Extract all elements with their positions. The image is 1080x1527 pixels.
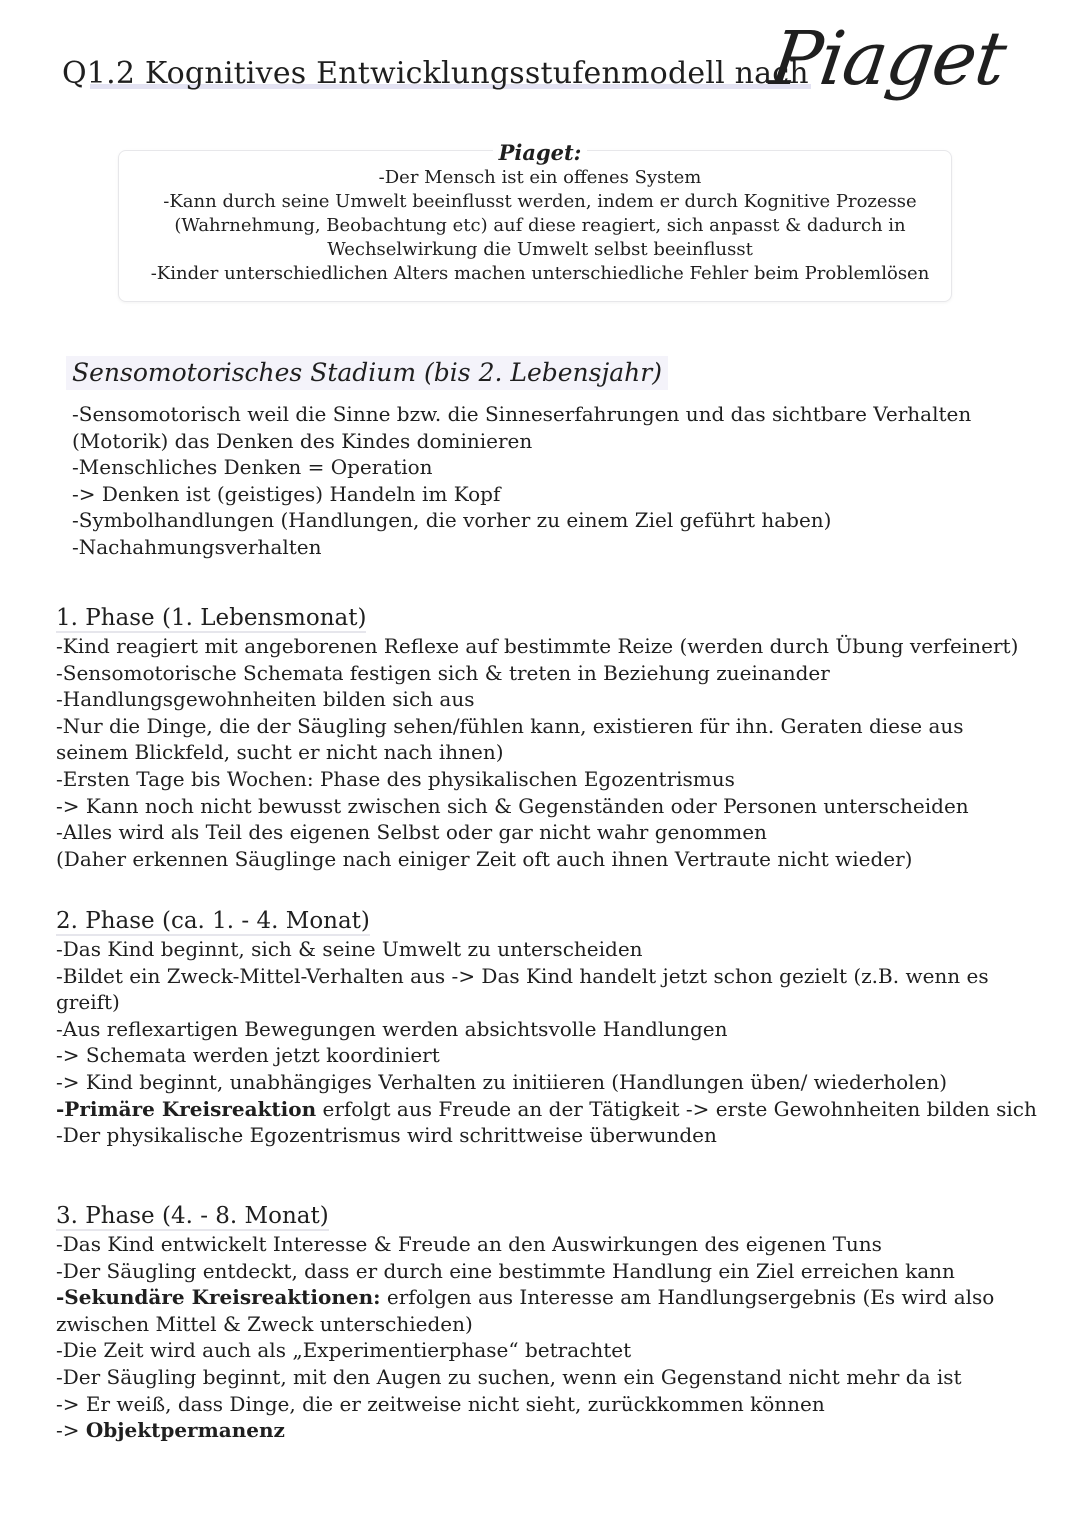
text-line: -Sensomotorisch weil die Sinne bzw. die Sinneserfahrungen und das sichtbare Verhalten (72, 402, 972, 426)
text-line: -> Denken ist (geistiges) Handeln im Kopf (72, 481, 501, 506)
phase-1-title: 1. Phase (1. Lebensmonat) (56, 605, 367, 631)
text-line-bold: -Sekundäre Kreisreaktionen: erfolgen aus Interesse am Handlungsergebnis (Es wird also (56, 1285, 995, 1310)
text-line: -Das Kind entwickelt Interesse & Freude an den Auswirkungen des eigenen Tuns (56, 1232, 882, 1256)
bold-term: -Sekundäre Kreisreaktionen: (56, 1285, 381, 1310)
phase-3-body (56, 1231, 994, 1444)
text-line: -> Kann noch nicht bewusst zwischen sich & Gegenständen oder Personen unterscheiden (56, 793, 969, 818)
info-box-line: Wechselwirkung die Umwelt selbst beeinflusst (327, 239, 753, 260)
text-line-bold: -> Objektpermanenz (56, 1418, 285, 1443)
text-line: -Handlungsgewohnheiten bilden sich aus (56, 687, 475, 712)
text-line: -Bildet ein Zweck-Mittel-Verhalten aus -> Das Kind handelt jetzt schon gezielt (z.B. wenn es (56, 963, 989, 988)
text-line: -Sensomotorische Schemata festigen sich & treten in Beziehung zueinander (56, 660, 830, 685)
text-line: -Nur die Dinge, die der Säugling sehen/fühlen kann, existieren für ihn. Geraten diese aus (56, 713, 964, 738)
text-line: -Der Säugling beginnt, mit den Augen zu suchen, wenn ein Gegenstand nicht mehr da ist (56, 1364, 962, 1389)
phase-2-body (56, 936, 1037, 1149)
text-line: -> Kind beginnt, unabhängiges Verhalten zu initiieren (Handlungen üben/ wiederholen) (56, 1069, 948, 1094)
phase-3-title: 3. Phase (4. - 8. Monat) (56, 1203, 329, 1229)
section-body-sensomotorisch (72, 401, 971, 561)
info-box-line: -Kann durch seine Umwelt beeinflusst werden, indem er durch Kognitive Prozesse (163, 191, 917, 212)
text-line: greift) (56, 990, 120, 1015)
text-line: -Menschliches Denken = Operation (72, 455, 433, 480)
text-line: -Der Säugling entdeckt, dass er durch eine bestimmte Handlung ein Ziel erreichen kann (56, 1258, 955, 1283)
text-line: (Daher erkennen Säuglinge nach einiger Zeit oft auch ihnen Vertraute nicht wieder) (56, 846, 913, 871)
bold-term: -Primäre Kreisreaktion (56, 1096, 317, 1121)
text-line: -> Er weiß, dass Dinge, die er zeitweise nicht sieht, zurückkommen können (56, 1391, 825, 1416)
info-box-line: -Der Mensch ist ein offenes System (378, 167, 702, 188)
text-line: -Aus reflexartigen Bewegungen werden absichtsvolle Handlungen (56, 1016, 728, 1041)
info-box-line: (Wahrnehmung, Beobachtung etc) auf diese reagiert, sich anpasst & dadurch in (174, 215, 906, 236)
text-line: -Nachahmungsverhalten (72, 534, 322, 559)
info-box-lines (0, 166, 1080, 286)
section-title-sensomotorisch: Sensomotorisches Stadium (bis 2. Lebensjahr) (66, 356, 668, 390)
text-line: -Alles wird als Teil des eigenen Selbst oder gar nicht wahr genommen (56, 820, 767, 845)
text-line: -> Schemata werden jetzt koordiniert (56, 1043, 440, 1068)
page-title-text: Q1.2 Kognitives Entwicklungsstufenmodell nach (62, 56, 809, 91)
text-line: -Symbolhandlungen (Handlungen, die vorher zu einem Ziel geführt haben) (72, 508, 832, 533)
bold-term: Objektpermanenz (85, 1418, 285, 1443)
info-box-line: -Kinder unterschiedlichen Alters machen unterschiedliche Fehler beim Problemlösen (150, 263, 930, 284)
text-line: -Die Zeit wird auch als „Experimentierphase“ betrachtet (56, 1338, 632, 1363)
text-line: -Das Kind beginnt, sich & seine Umwelt zu unterscheiden (56, 937, 643, 961)
page-title (62, 56, 809, 91)
title-script-name: Piaget (765, 16, 1011, 102)
text-line: seinem Blickfeld, sucht er nicht nach ihnen) (56, 740, 504, 765)
text-line: (Motorik) das Denken des Kindes dominieren (72, 428, 533, 453)
text-line: -Kind reagiert mit angeborenen Reflexe auf bestimmte Reize (werden durch Übung verfeinert) (56, 634, 1019, 658)
phase-1-body (56, 633, 1018, 872)
info-box-heading: Piaget: (0, 140, 1080, 165)
phase-2-title: 2. Phase (ca. 1. - 4. Monat) (56, 908, 370, 934)
text-line-bold: -Primäre Kreisreaktion erfolgt aus Freude an der Tätigkeit -> erste Gewohnheiten bilden sich (56, 1096, 1037, 1121)
text-line: zwischen Mittel & Zweck unterschieden) (56, 1311, 473, 1336)
text-line: -Ersten Tage bis Wochen: Phase des physikalischen Egozentrismus (56, 766, 735, 791)
text-line: -Der physikalische Egozentrismus wird schrittweise überwunden (56, 1123, 717, 1148)
